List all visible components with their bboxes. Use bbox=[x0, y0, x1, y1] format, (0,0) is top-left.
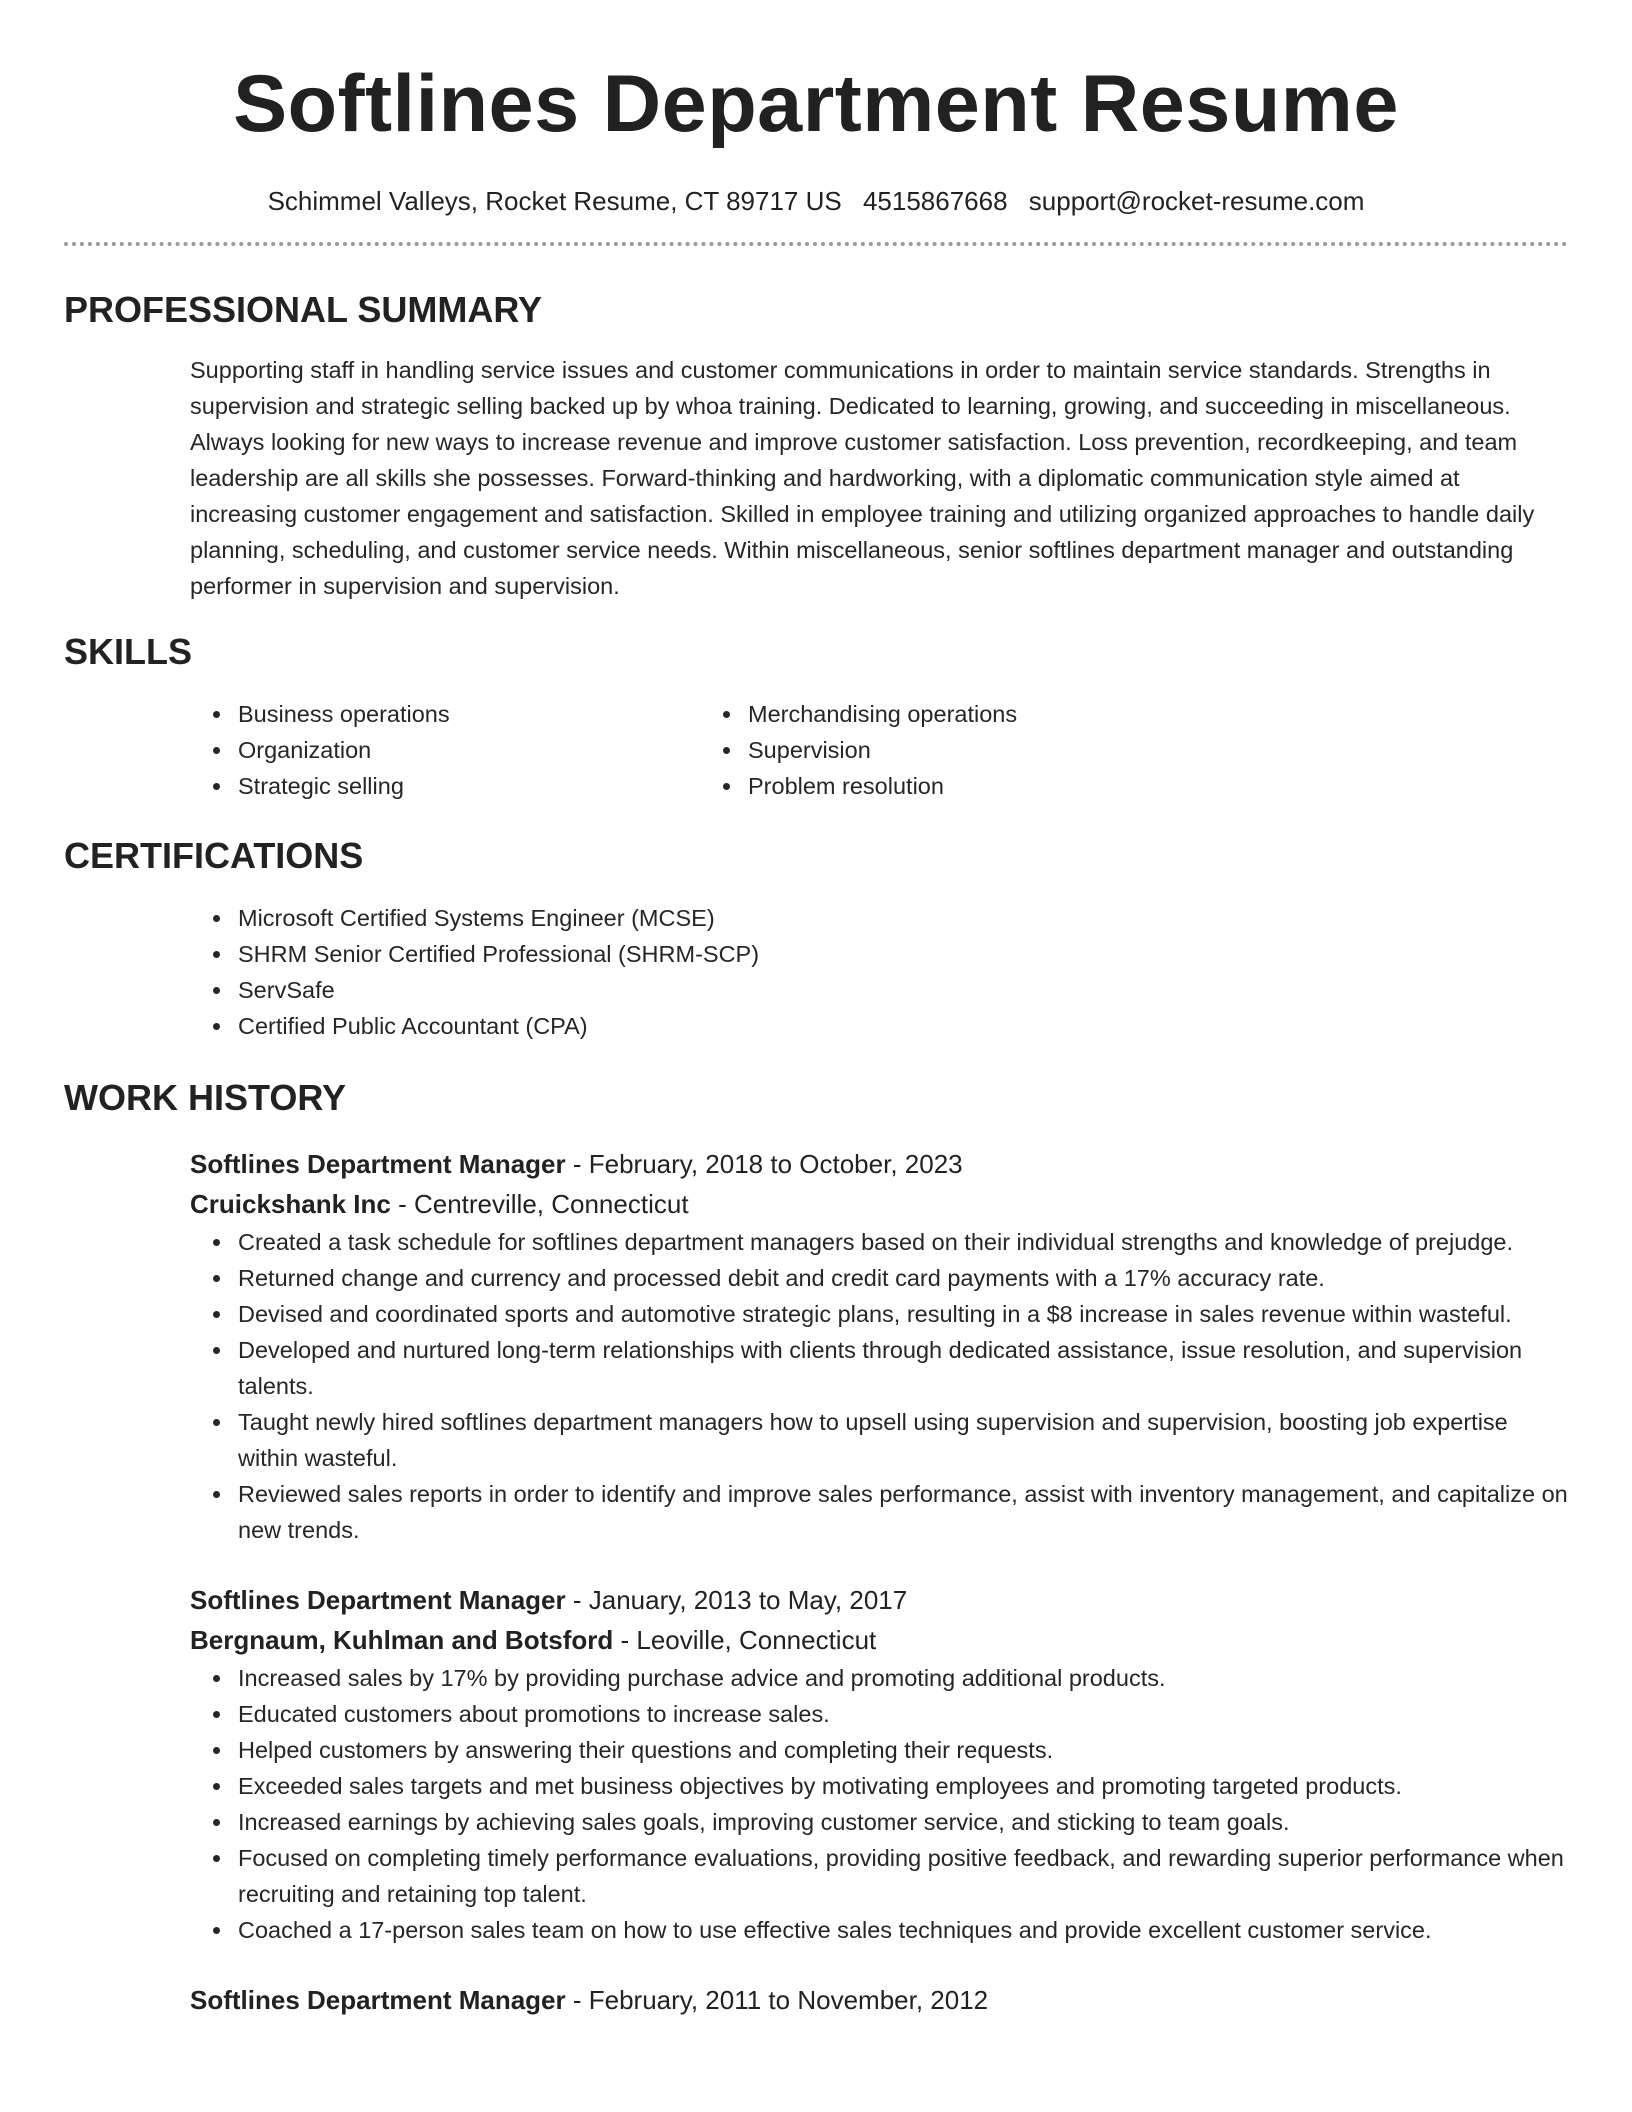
contact-phone: 4515867668 bbox=[862, 186, 1008, 216]
job-title: Softlines Department Manager bbox=[190, 1585, 566, 1615]
list-item: • Strategic selling bbox=[234, 768, 744, 804]
list-item: • Increased sales by 17% by providing purchase advice and promoting additional products. bbox=[234, 1660, 1568, 1696]
skills-heading: SKILLS bbox=[64, 631, 193, 672]
job-dates: - February, 2018 to October, 2023 bbox=[565, 1149, 963, 1179]
list-item: • Problem resolution bbox=[744, 768, 1017, 804]
list-item: • Focused on completing timely performance evaluations, providing positive feedback, and rewarding superior performance when recruiting and retaining top talent. bbox=[234, 1840, 1568, 1912]
job-title-line bbox=[190, 1144, 1568, 1184]
list-item: • Certified Public Accountant (CPA) bbox=[234, 1008, 1568, 1044]
contact-line bbox=[64, 184, 1568, 218]
job-location: - Leoville, Connecticut bbox=[613, 1625, 877, 1655]
list-item: • Returned change and currency and processed debit and credit card payments with a 17% accuracy rate. bbox=[234, 1260, 1568, 1296]
job-title-line bbox=[190, 1980, 1568, 2020]
job-bullets bbox=[64, 1660, 1568, 1948]
list-item: • Merchandising operations bbox=[744, 696, 1017, 732]
job-title: Softlines Department Manager bbox=[190, 1149, 566, 1179]
skills-column-1 bbox=[64, 696, 744, 804]
job-dates: - February, 2011 to November, 2012 bbox=[565, 1985, 989, 2015]
work-history-heading: WORK HISTORY bbox=[64, 1077, 347, 1118]
list-item: • Increased earnings by achieving sales goals, improving customer service, and sticking to team goals. bbox=[234, 1804, 1568, 1840]
list-item: • Developed and nurtured long-term relationships with clients through dedicated assistance, issue resolution, and supervision talents. bbox=[234, 1332, 1568, 1404]
job-title: Softlines Department Manager bbox=[190, 1985, 566, 2015]
list-item: • Supervision bbox=[744, 732, 1017, 768]
list-item: • Devised and coordinated sports and automotive strategic plans, resulting in a $8 increase in sales revenue within wasteful. bbox=[234, 1296, 1568, 1332]
job-entry bbox=[64, 1144, 1568, 1548]
job-company: Bergnaum, Kuhlman and Botsford bbox=[190, 1625, 614, 1655]
certifications-heading: CERTIFICATIONS bbox=[64, 835, 364, 876]
list-item: • Created a task schedule for softlines department managers based on their individual strengths and knowledge of prejudge. bbox=[234, 1224, 1568, 1260]
header-divider bbox=[64, 242, 1568, 246]
list-item: • Business operations bbox=[234, 696, 744, 732]
list-item: • Exceeded sales targets and met business objectives by motivating employees and promoting targeted products. bbox=[234, 1768, 1568, 1804]
skills-column-2 bbox=[744, 696, 1017, 804]
job-entry bbox=[64, 1580, 1568, 1948]
list-item: • Coached a 17-person sales team on how to use effective sales techniques and provide excellent customer service. bbox=[234, 1912, 1568, 1948]
job-company-line bbox=[190, 1184, 1568, 1224]
list-item: • Helped customers by answering their questions and completing their requests. bbox=[234, 1732, 1568, 1768]
job-bullets bbox=[64, 1224, 1568, 1548]
list-item: • Educated customers about promotions to increase sales. bbox=[234, 1696, 1568, 1732]
job-title-line bbox=[190, 1580, 1568, 1620]
job-company: Cruickshank Inc bbox=[190, 1189, 391, 1219]
list-item: • Reviewed sales reports in order to identify and improve sales performance, assist with inventory management, and capitalize on new trends. bbox=[234, 1476, 1568, 1548]
certifications-list bbox=[64, 900, 1568, 1044]
contact-address: Schimmel Valleys, Rocket Resume, CT 89717 US bbox=[267, 186, 842, 216]
summary-text: Supporting staff in handling service issues and customer communications in order to maintain service standards. Strengths in supervision and strategic selling backed up by whoa training. Dedicated to learning, growing, and succeeding in miscellaneous. Always looking for new ways to increase revenue and improve customer satisfaction. Loss prevention, recordkeeping, and team leadership are all skills she possesses. Forward-thinking and hardworking, with a diplomatic communication style aimed at increasing customer engagement and satisfaction. Skilled in employee training and utilizing organized approaches to handle daily planning, scheduling, and customer service needs. Within miscellaneous, senior softlines department manager and outstanding performer in supervision and supervision. bbox=[190, 357, 1535, 599]
list-item: • Organization bbox=[234, 732, 744, 768]
contact-email[interactable]: support@rocket-resume.com bbox=[1028, 186, 1365, 216]
job-dates: - January, 2013 to May, 2017 bbox=[565, 1585, 908, 1615]
job-company-line bbox=[190, 1620, 1568, 1660]
job-location: - Centreville, Connecticut bbox=[390, 1189, 689, 1219]
list-item: • Taught newly hired softlines department managers how to upsell using supervision and supervision, boosting job expertise within wasteful. bbox=[234, 1404, 1568, 1476]
list-item: • SHRM Senior Certified Professional (SHRM-SCP) bbox=[234, 936, 1568, 972]
skills-list bbox=[64, 696, 1568, 804]
job-entry bbox=[64, 1980, 1568, 2020]
resume-title: Softlines Department Resume bbox=[233, 59, 1399, 149]
list-item: • Microsoft Certified Systems Engineer (MCSE) bbox=[234, 900, 1568, 936]
summary-heading: PROFESSIONAL SUMMARY bbox=[64, 289, 543, 330]
list-item: • ServSafe bbox=[234, 972, 1568, 1008]
